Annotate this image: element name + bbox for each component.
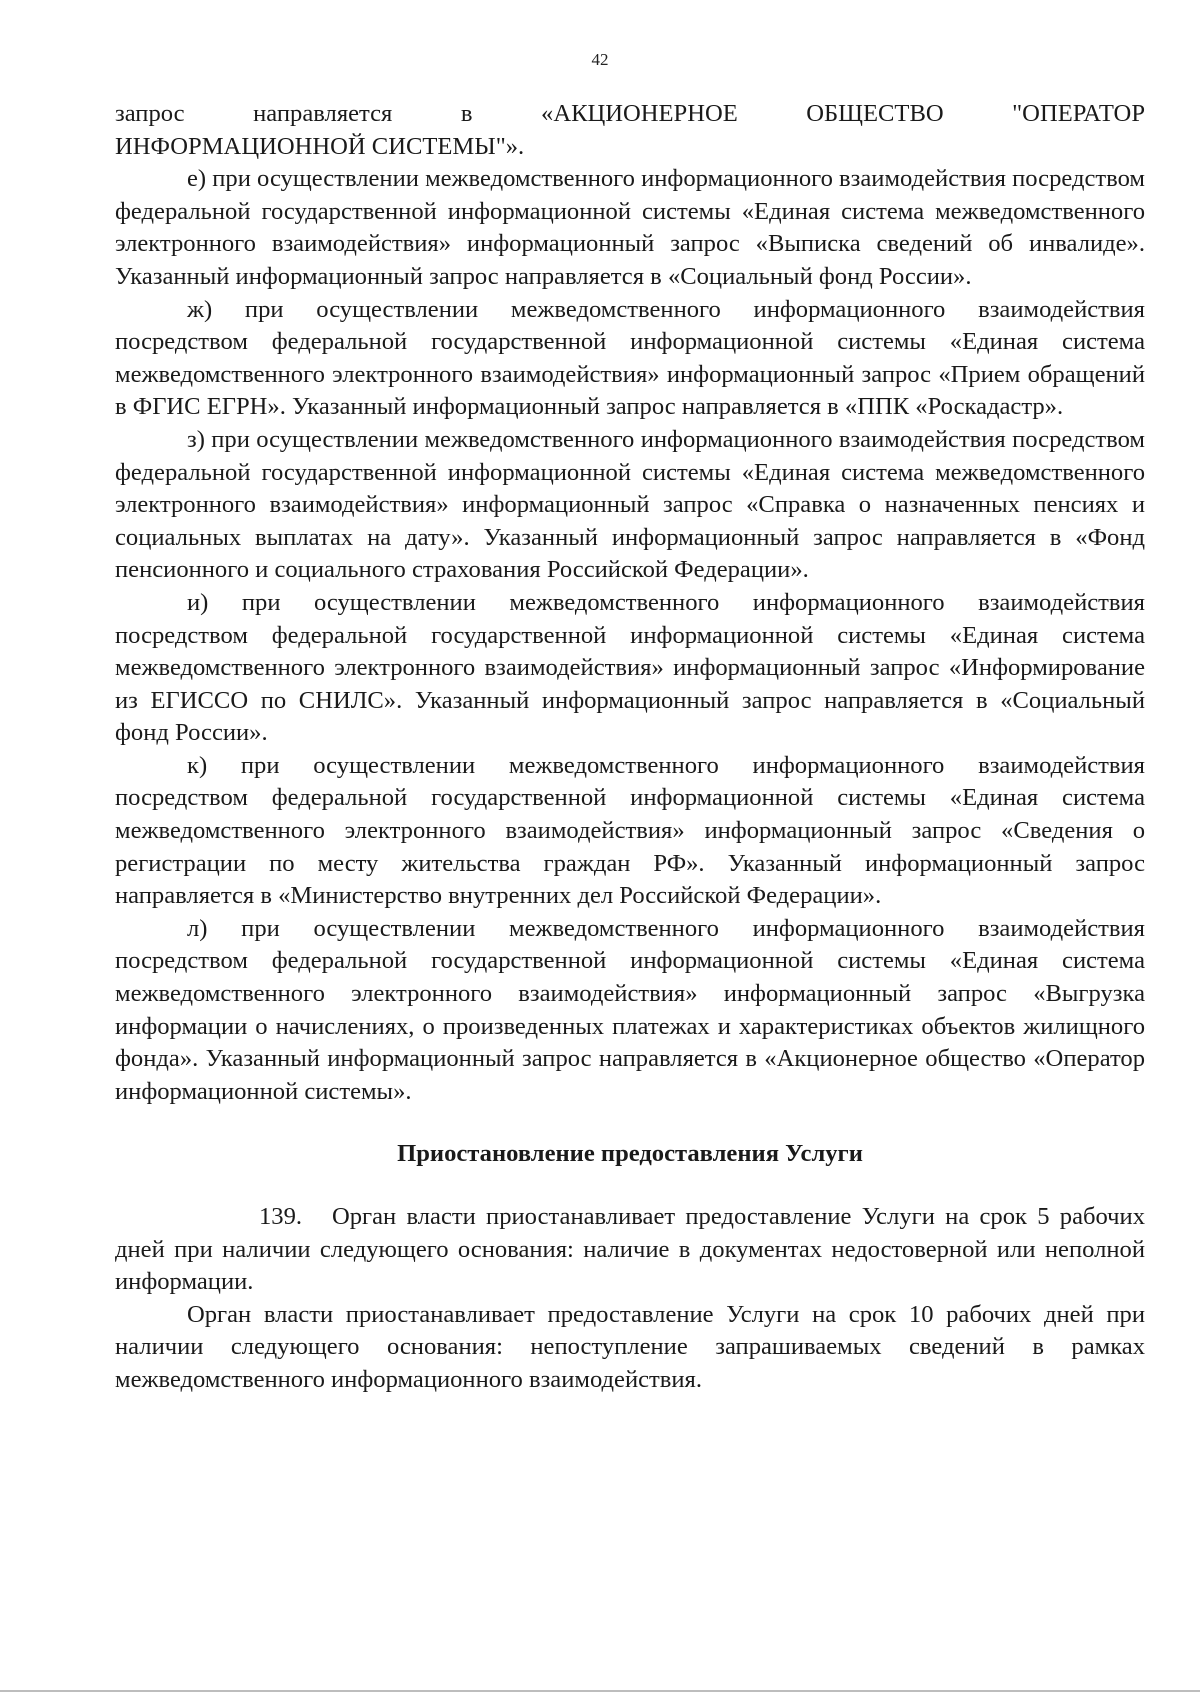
document-body bbox=[115, 98, 1145, 1397]
intro-word: «АКЦИОНЕРНОЕ bbox=[541, 100, 738, 127]
item-139 bbox=[115, 1201, 1145, 1299]
intro-first-line bbox=[115, 98, 1145, 131]
intro-second-line: ИНФОРМАЦИОННОЙ СИСТЕМЫ"». bbox=[115, 132, 525, 160]
section-heading: Приостановление предоставления Услуги bbox=[397, 1140, 863, 1168]
intro-word: "ОПЕРАТОР bbox=[1012, 100, 1145, 127]
paragraph-i: и) при осуществлении межведомственного информационного взаимодействия посредством федеральной государственной информационной системы «Единая система межведомственного электронного взаимодействия» информационный запрос «Информирование из ЕГИССО по СНИЛС». Указанный информационный запрос направляется в «Социальный фонд России». bbox=[115, 588, 1145, 747]
item-text: Орган власти приостанавливает предоставление Услуги на срок 5 рабочих дней при наличии следующего основания: наличие в документах недостоверной или неполной информации. bbox=[115, 1203, 1145, 1296]
paragraph-zh: ж) при осуществлении межведомственного информационного взаимодействия посредством федеральной государственной информационной системы «Единая система межведомственного электронного взаимодействия» информационный запрос «Прием обращений в ФГИС ЕГРН». Указанный информационный запрос направляется в «ППК «Роскадастр». bbox=[115, 295, 1145, 421]
intro-word: в bbox=[460, 100, 473, 127]
closing-paragraph: Орган власти приостанавливает предоставление Услуги на срок 10 рабочих дней при наличии следующего основания: непоступление запрашиваемых сведений в рамках межведомственного информационного взаимодействия. bbox=[115, 1300, 1145, 1393]
bottom-divider bbox=[0, 1690, 1200, 1692]
paragraph-e: е) при осуществлении межведомственного информационного взаимодействия посредством федеральной государственной информационной системы «Единая система межведомственного электронного взаимодействия» информационный запрос «Выписка сведений об инвалиде». Указанный информационный запрос направляется в «Социальный фонд России». bbox=[115, 165, 1145, 290]
intro-word: запрос bbox=[115, 100, 185, 127]
item-number: 139. bbox=[259, 1203, 303, 1230]
paragraph-k: к) при осуществлении межведомственного информационного взаимодействия посредством федеральной государственной информационной системы «Единая система межведомственного электронного взаимодействия» информационный запрос «Сведения о регистрации по месту жительства граждан РФ». Указанный информационный запрос направляется в «Министерство внутренних дел Российской Федерации». bbox=[115, 751, 1145, 910]
intro-word: направляется bbox=[253, 100, 393, 127]
intro-word: ОБЩЕСТВО bbox=[806, 100, 944, 127]
page-number: 42 bbox=[591, 50, 609, 69]
paragraph-l: л) при осуществлении межведомственного информационного взаимодействия посредством федеральной государственной информационной системы «Единая система межведомственного электронного взаимодействия» информационный запрос «Выгрузка информации о начислениях, о произведенных платежах и характеристиках объектов жилищного фонда». Указанный информационный запрос направляется в «Акционерное общество «Оператор информационной системы». bbox=[115, 914, 1145, 1105]
paragraph-z: з) при осуществлении межведомственного информационного взаимодействия посредством федеральной государственной информационной системы «Единая система межведомственного электронного взаимодействия» информационный запрос «Справка о назначенных пенсиях и социальных выплатах на дату». Указанный информационный запрос направляется в «Фонд пенсионного и социального страхования Российской Федерации». bbox=[115, 425, 1145, 584]
